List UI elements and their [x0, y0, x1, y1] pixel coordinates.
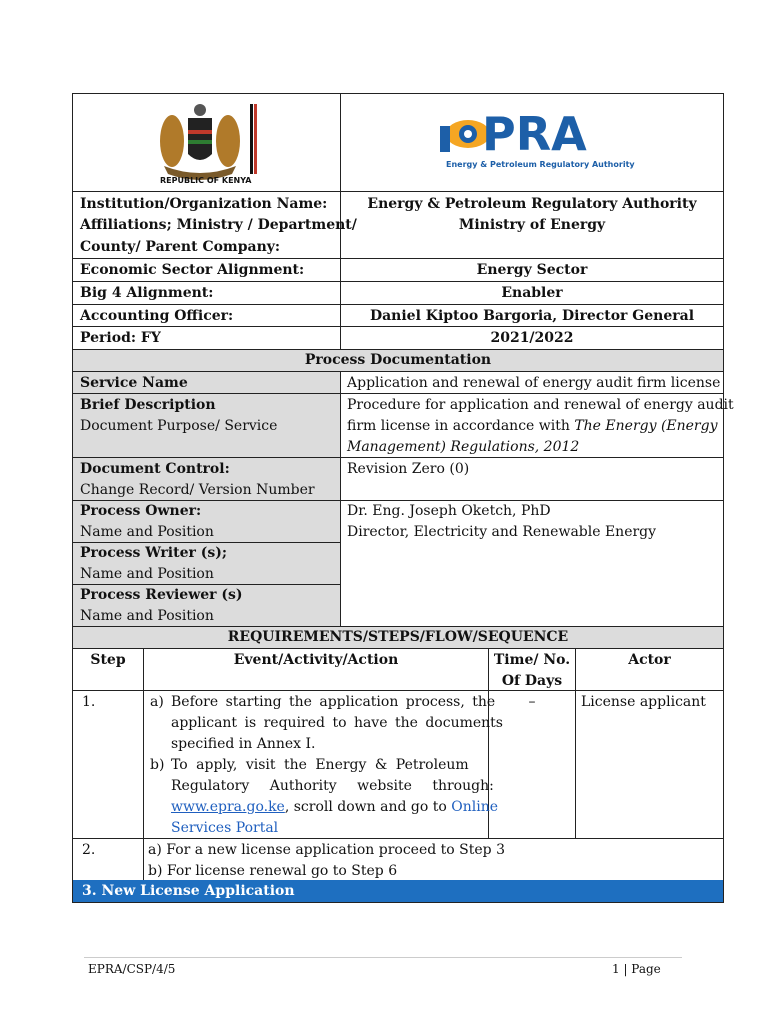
info-value-officer: Daniel Kiptoo Bargoria, Director General [369, 308, 695, 324]
epra-tagline: Energy & Petroleum Regulatory Authority [446, 160, 635, 169]
step1-b-line-1: To apply, visit the Energy & Petroleum [171, 757, 469, 773]
epra-website-link[interactable]: www.epra.go.ke [171, 799, 285, 815]
step2-number: 2. [82, 842, 96, 858]
info-value-affiliations: Ministry of Energy [458, 217, 606, 233]
step1-a-line-1: Before starting the application process, the [171, 694, 496, 710]
document-control-label: Document Control: [80, 461, 230, 477]
info-label-county: County/ Parent Company: [80, 239, 281, 255]
info-value-institution: Energy & Petroleum Regulatory Authority [367, 196, 697, 212]
process-writer-sub: Name and Position [80, 566, 214, 582]
online-services-link-1[interactable]: Online [451, 799, 499, 815]
step1-b-prefix: b) [150, 757, 165, 773]
document-control-sub: Change Record/ Version Number [80, 482, 315, 498]
col-time-2: Of Days [501, 673, 563, 689]
brief-line-2: firm license in accordance with The Energy (Energy [347, 418, 718, 434]
new-license-section-title: 3. New License Application [82, 883, 295, 899]
info-value-period: 2021/2022 [490, 330, 574, 346]
process-owner-sub: Name and Position [80, 524, 214, 540]
process-owner-position: Director, Electricity and Renewable Energy [347, 524, 657, 540]
document-purpose-label: Document Purpose/ Service [80, 418, 278, 434]
info-value-sector: Energy Sector [476, 262, 588, 278]
col-step: Step [90, 652, 126, 668]
col-time-1: Time/ No. [493, 652, 571, 668]
step1-b-line-2: Regulatory Authority website through: [171, 778, 494, 794]
process-owner-value: Dr. Eng. Joseph Oketch, PhD [347, 503, 551, 519]
info-label-affiliations: Affiliations; Ministry / Department/ [80, 217, 357, 233]
step1-a-line-2: applicant is required to have the documents [171, 715, 503, 731]
info-label-big4: Big 4 Alignment: [80, 285, 214, 301]
svg-text:PRA: PRA [482, 107, 587, 161]
flag-stripes [250, 104, 258, 174]
document-control-value: Revision Zero (0) [347, 461, 470, 477]
process-writer-label: Process Writer (s); [80, 545, 228, 561]
info-label-institution: Institution/Organization Name: [80, 196, 328, 212]
process-heading: Process Documentation [304, 352, 492, 368]
process-owner-label: Process Owner: [80, 503, 202, 519]
footer-page-number: 1 | Page [612, 962, 661, 976]
step1-time: – [528, 694, 536, 710]
service-name-value: Application and renewal of energy audit firm license [347, 375, 721, 391]
process-reviewer-sub: Name and Position [80, 608, 214, 624]
step1-number: 1. [82, 694, 96, 710]
emblem-caption: REPUBLIC OF KENYA [160, 176, 252, 185]
step1-a-line-3: specified in Annex I. [171, 736, 316, 752]
info-label-officer: Accounting Officer: [80, 308, 234, 324]
service-name-label: Service Name [80, 375, 188, 391]
brief-description-label: Brief Description [80, 397, 216, 413]
step2-a: a) For a new license application proceed to Step 3 [148, 842, 505, 858]
step2-b: b) For license renewal go to Step 6 [148, 863, 398, 879]
step1-b-line-3: www.epra.go.ke, scroll down and go to Online [171, 799, 499, 815]
online-services-link-2[interactable]: Services Portal [171, 820, 279, 836]
col-event: Event/Activity/Action [233, 652, 399, 668]
brief-line-1: Procedure for application and renewal of energy audit [347, 397, 734, 413]
process-reviewer-label: Process Reviewer (s) [80, 587, 243, 603]
brief-line-3: Management) Regulations, 2012 [347, 439, 580, 455]
kenya-coat-of-arms [150, 96, 250, 188]
steps-heading: REQUIREMENTS/STEPS/FLOW/SEQUENCE [227, 629, 569, 645]
footer-doc-code: EPRA/CSP/4/5 [88, 962, 176, 976]
step1-actor: License applicant [581, 694, 706, 710]
info-label-period: Period: FY [80, 330, 161, 346]
col-actor: Actor [628, 652, 671, 668]
info-label-sector: Economic Sector Alignment: [80, 262, 305, 278]
info-value-big4: Enabler [501, 285, 563, 301]
step1-a-prefix: a) [150, 694, 164, 710]
